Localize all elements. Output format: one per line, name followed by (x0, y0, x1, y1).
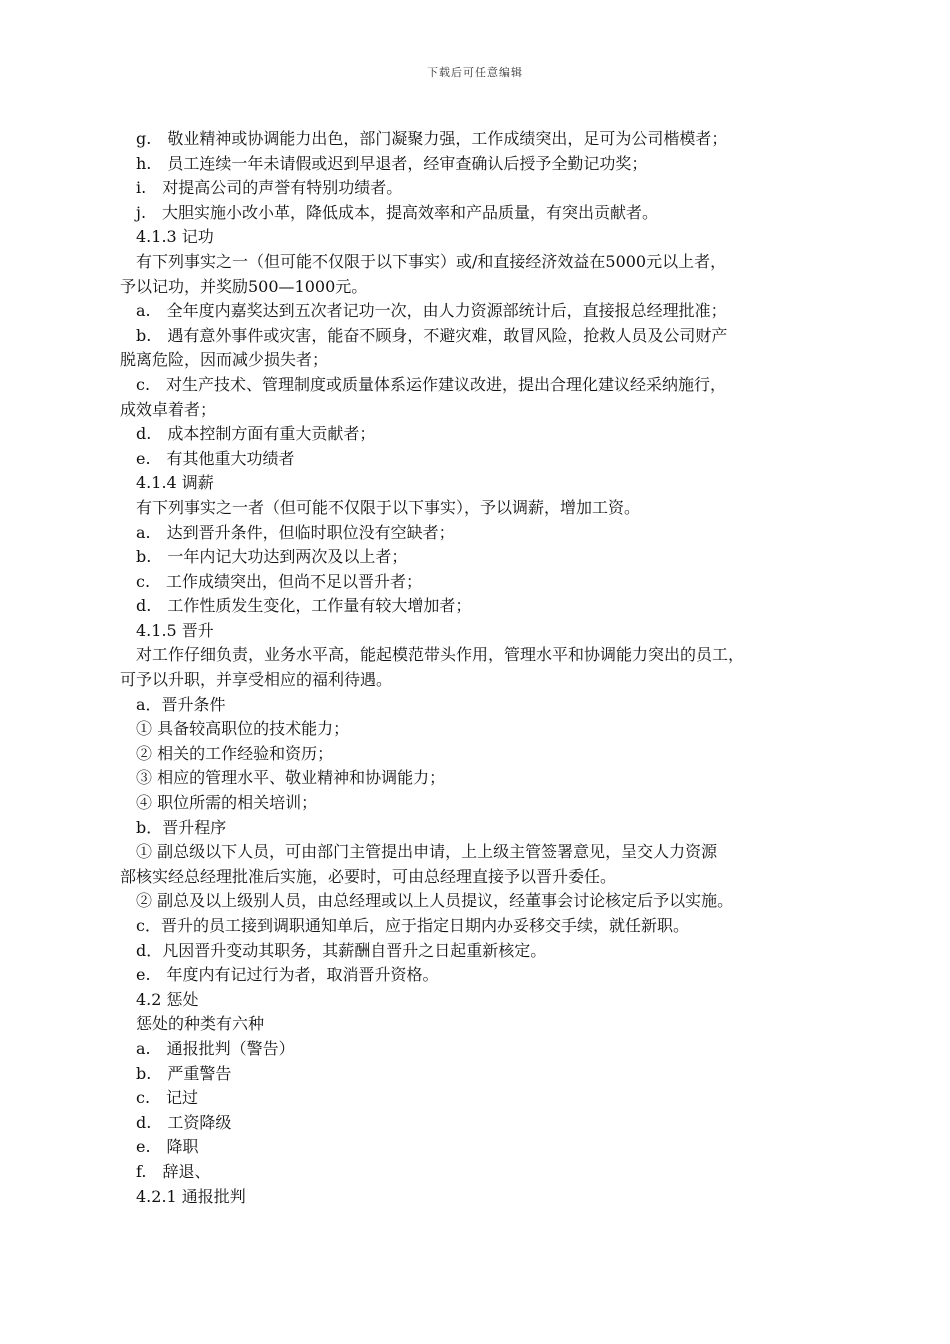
document-line: d. 工资降级 (136, 1112, 232, 1132)
document-line: 4.2 惩处 (136, 989, 199, 1009)
document-line: h. 员工连续一年未请假或迟到早退者，经审查确认后授予全勤记功奖； (136, 153, 648, 173)
document-line: 予以记功，并奖励500—1000元。 (120, 276, 368, 296)
document-line: 有下列事实之一（但可能不仅限于以下事实）或/和直接经济效益在5000元以上者， (136, 251, 727, 271)
document-line: b. 严重警告 (136, 1063, 232, 1083)
document-line: d. 成本控制方面有重大贡献者； (136, 424, 376, 444)
document-line: ① 副总级以下人员，可由部门主管提出申请，上上级主管签署意见，呈交人力资源 (136, 842, 718, 862)
document-body (120, 127, 840, 1209)
document-line: 惩处的种类有六种 (136, 1014, 265, 1034)
document-line: 对工作仔细负责，业务水平高，能起模范带头作用，管理水平和协调能力突出的员工， (136, 645, 745, 665)
document-line: 4.1.3 记功 (136, 227, 214, 247)
document-line: 可予以升职，并享受相应的福利待遇。 (120, 670, 393, 690)
header-text: 下载后可任意编辑 (427, 66, 523, 79)
document-line: 4.1.5 晋升 (136, 620, 214, 640)
document-line: 4.2.1 通报批判 (136, 1186, 246, 1206)
document-line: ① 具备较高职位的技术能力； (136, 719, 350, 739)
document-line: a．晋升条件 (136, 694, 226, 714)
document-line: a. 达到晋升条件，但临时职位没有空缺者； (136, 522, 455, 542)
document-line: b. 遇有意外事件或灾害，能奋不顾身，不避灾难，敢冒风险，抢救人员及公司财产 (136, 325, 728, 345)
document-line: c. 记过 (136, 1088, 199, 1108)
document-line: f. 辞退、 (136, 1161, 211, 1181)
document-line: e. 年度内有记过行为者，取消晋升资格。 (136, 965, 439, 985)
document-line: a. 通报批判（警告） (136, 1038, 295, 1058)
document-line: 成效卓着者； (120, 399, 217, 419)
document-line: 4.1.4 调薪 (136, 473, 214, 493)
document-line: 脱离危险，因而减少损失者； (120, 350, 329, 370)
document-line: g. 敬业精神或协调能力出色，部门凝聚力强，工作成绩突出，足可为公司楷模者； (136, 129, 728, 148)
document-line: i. 对提高公司的声誉有特别功绩者。 (136, 178, 403, 198)
document-line: ② 副总及以上级别人员，由总经理或以上人员提议，经董事会讨论核定后予以实施。 (136, 891, 734, 911)
document-line: d. 工作性质发生变化，工作量有较大增加者； (136, 596, 472, 616)
document-line: ③ 相应的管理水平、敬业精神和协调能力； (136, 768, 446, 788)
document-line: d．凡因晋升变动其职务，其薪酬自晋升之日起重新核定。 (136, 940, 547, 960)
document-line: b．晋升程序 (136, 817, 227, 837)
document-line: c．晋升的员工接到调职通知单后，应于指定日期内办妥移交手续，就任新职。 (136, 916, 689, 935)
document-line: c. 对生产技术、管理制度或质量体系运作建议改进，提出合理化建议经采纳施行， (136, 374, 727, 394)
document-line: b. 一年内记大功达到两次及以上者； (136, 547, 408, 567)
document-line: a. 全年度内嘉奖达到五次者记功一次，由人力资源部统计后，直接报总经理批准； (136, 301, 727, 321)
document-line: c. 工作成绩突出，但尚不足以晋升者； (136, 571, 423, 591)
document-line: 部核实经总经理批准后实施，必要时，可由总经理直接予以晋升委任。 (120, 866, 617, 886)
document-line: ④ 职位所需的相关培训； (136, 793, 318, 813)
document-line: e. 降职 (136, 1137, 199, 1157)
document-line: j. 大胆实施小改小革，降低成本，提高效率和产品质量，有突出贡献者。 (136, 202, 659, 222)
document-line: 有下列事实之一者（但可能不仅限于以下事实），予以调薪，增加工资。 (136, 497, 641, 517)
page-header (0, 64, 950, 80)
document-line: ② 相关的工作经验和资历； (136, 743, 334, 763)
document-line: e. 有其他重大功绩者 (136, 448, 295, 468)
